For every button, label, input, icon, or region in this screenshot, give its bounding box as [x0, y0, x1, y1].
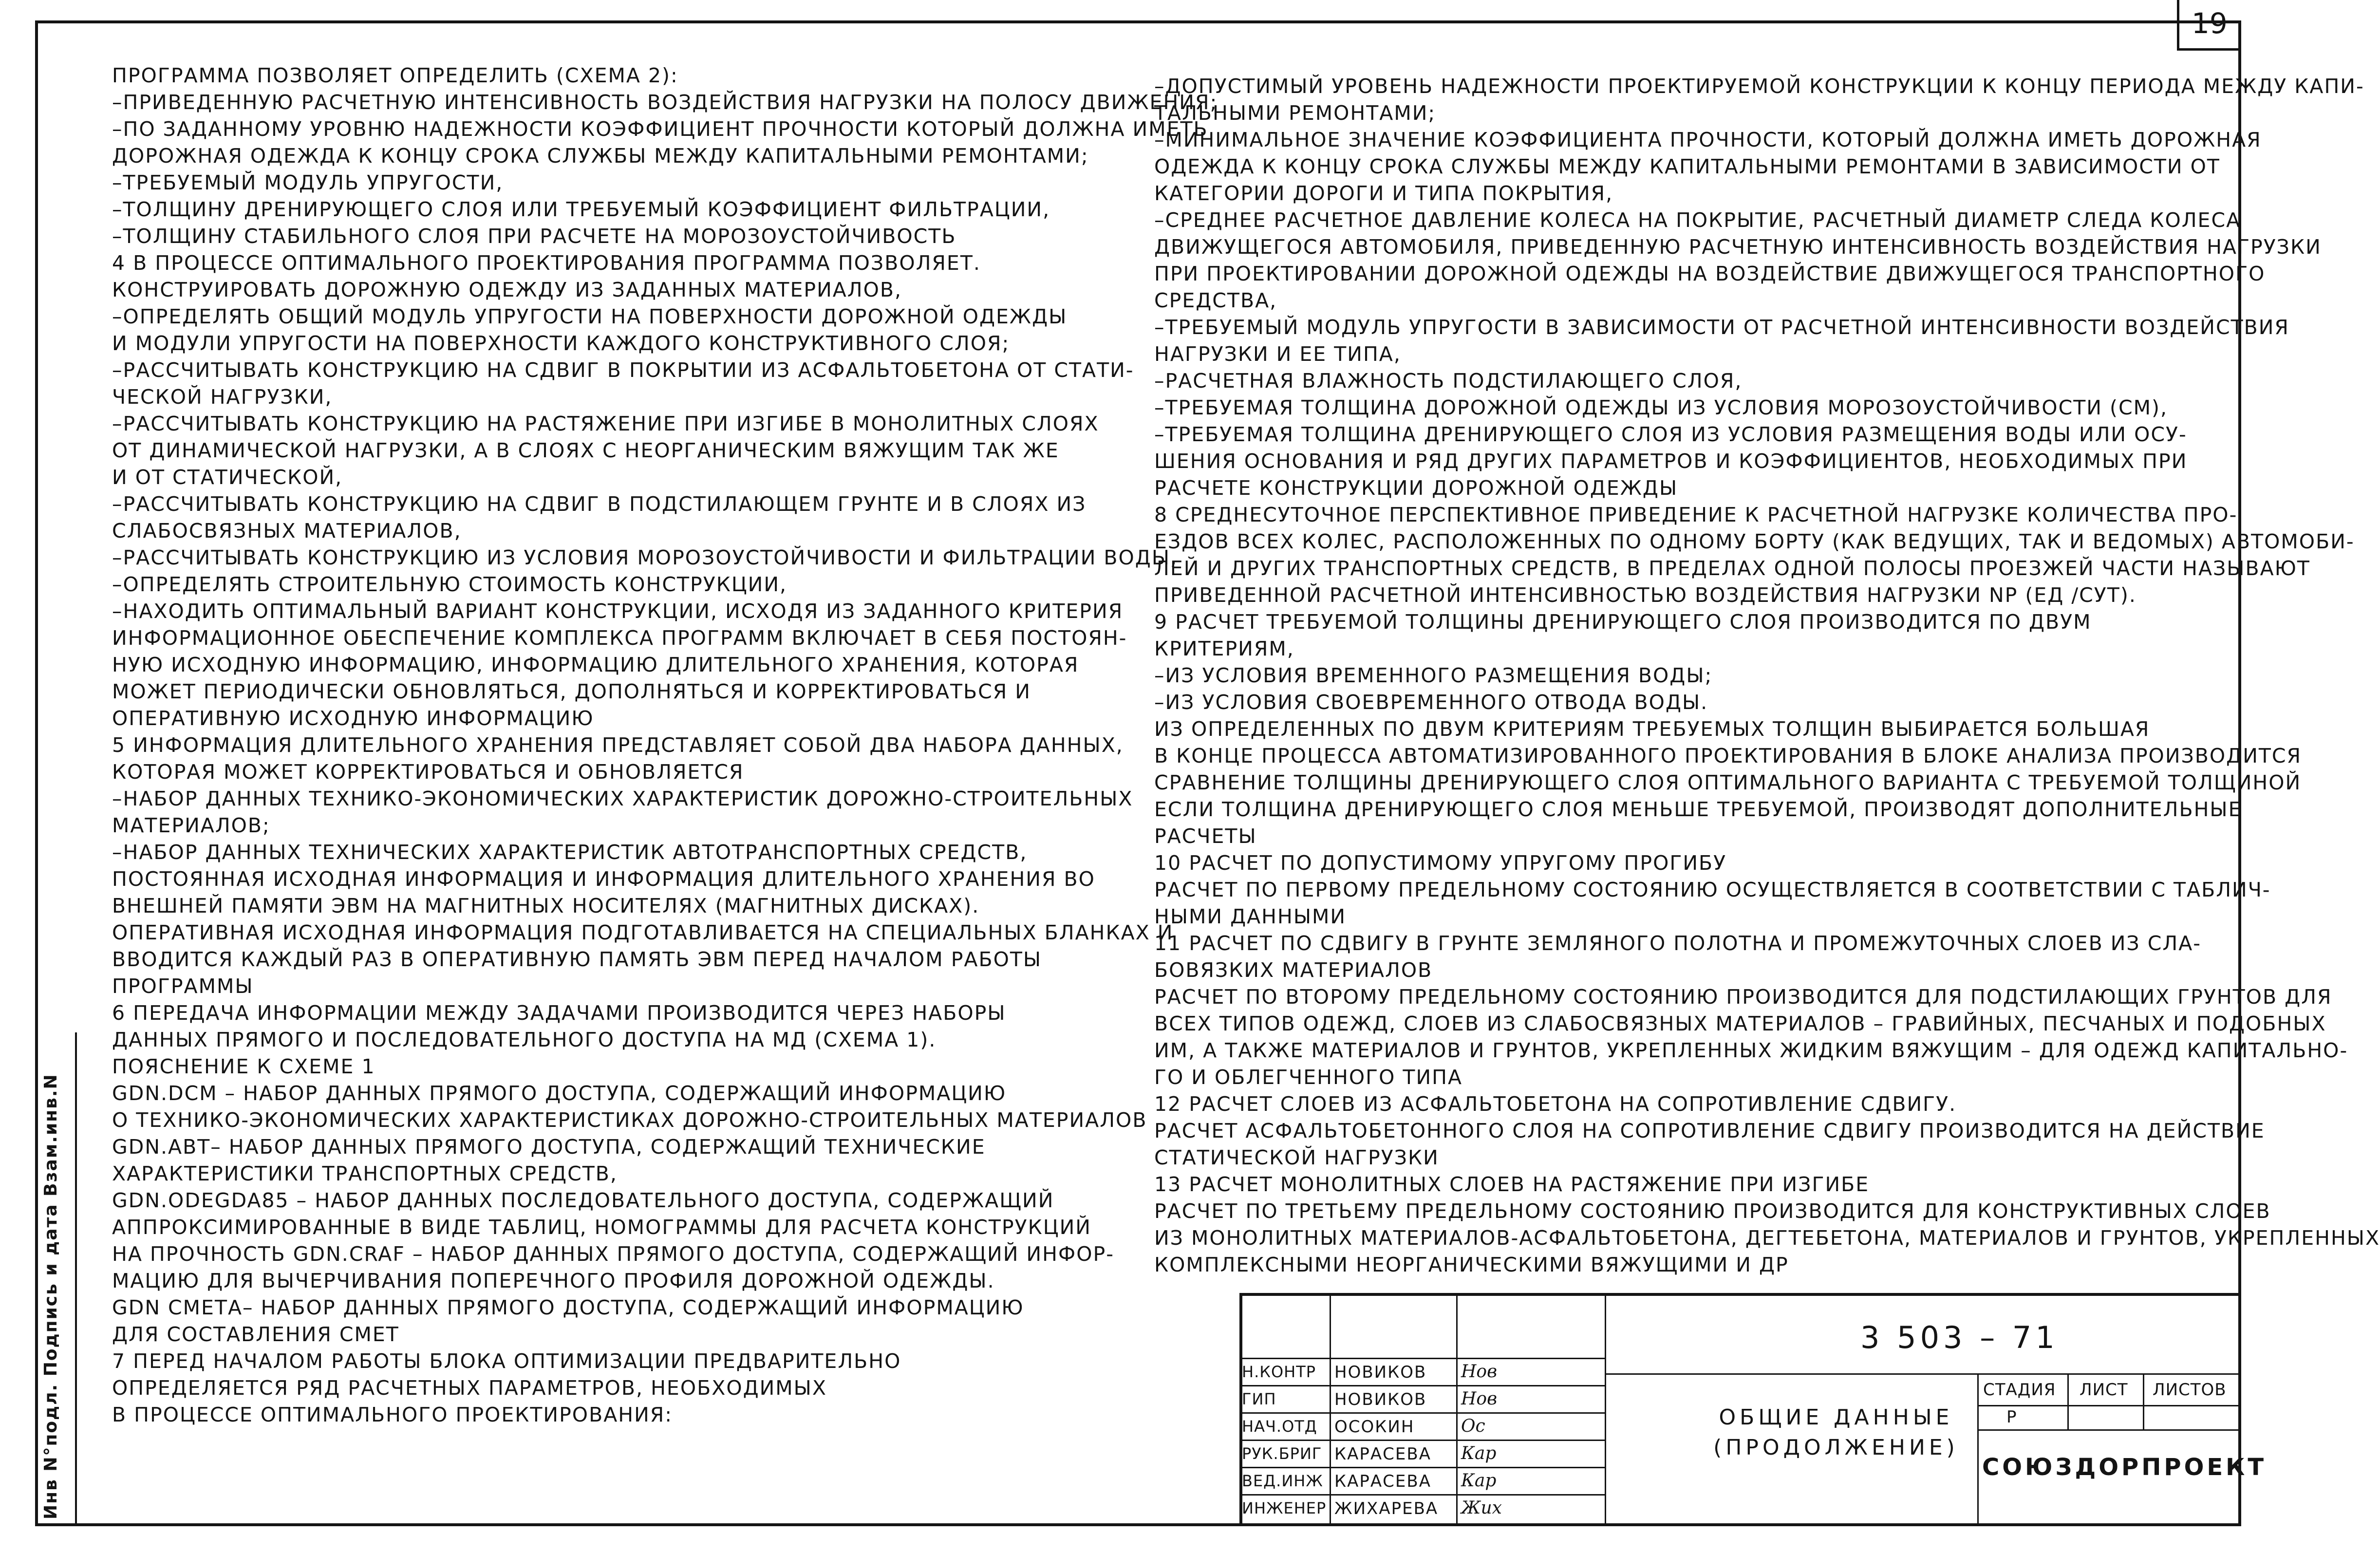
text-line: –НАБОР ДАННЫХ ТЕХНИКО-ЭКОНОМИЧЕСКИХ ХАРАКТЕРИСТИК ДОРОЖНО-СТРОИТЕЛЬНЫХ	[112, 787, 1133, 810]
text-line: –ОПРЕДЕЛЯТЬ ОБЩИЙ МОДУЛЬ УПРУГОСТИ НА ПОВЕРХНОСТИ ДОРОЖНОЙ ОДЕЖДЫ	[112, 305, 1068, 328]
text-line: ЕЗДОВ ВСЕХ КОЛЕС, РАСПОЛОЖЕННЫХ ПО ОДНОМУ БОРТУ (КАК ВЕДУЩИХ, ТАК И ВЕДОМЫХ) АВТОМОБИ-	[1154, 530, 2355, 553]
text-line: GDN.ODEGDA85 – НАБОР ДАННЫХ ПОСЛЕДОВАТЕЛЬНОГО ДОСТУПА, СОДЕРЖАЩИЙ	[112, 1189, 1054, 1212]
signatory-row-divider	[1239, 1440, 1605, 1441]
signature: Кар	[1461, 1471, 1497, 1491]
text-line: НА ПРОЧНОСТЬ GDN.CRAF – НАБОР ДАННЫХ ПРЯМОГО ДОСТУПА, СОДЕРЖАЩИЙ ИНФОР-	[112, 1242, 1115, 1266]
text-line: МАТЕРИАЛОВ;	[112, 814, 270, 837]
text-line: КАТЕГОРИИ ДОРОГИ И ТИПА ПОКРЫТИЯ,	[1154, 182, 1613, 205]
title-block-divider	[1977, 1373, 1979, 1526]
text-line: 9 РАСЧЕТ ТРЕБУЕМОЙ ТОЛЩИНЫ ДРЕНИРУЮЩЕГО СЛОЯ ПРОИЗВОДИТСЯ ПО ДВУМ	[1154, 610, 2092, 634]
signatory-name: НОВИКОВ	[1334, 1363, 1427, 1382]
text-line: –ДОПУСТИМЫЙ УРОВЕНЬ НАДЕЖНОСТИ ПРОЕКТИРУЕМОЙ КОНСТРУКЦИИ К КОНЦУ ПЕРИОДА МЕЖДУ КАПИ-	[1154, 75, 2364, 98]
text-line: РАСЧЕТЫ	[1154, 824, 1257, 848]
title-block-divider	[2067, 1373, 2069, 1429]
text-line: ДОРОЖНАЯ ОДЕЖДА К КОНЦУ СРОКА СЛУЖБЫ МЕЖДУ КАПИТАЛЬНЫМИ РЕМОНТАМИ;	[112, 144, 1089, 168]
signatory-role: ГИП	[1242, 1390, 1276, 1408]
title-block-divider	[1977, 1405, 2241, 1406]
text-line: –РАСЧЕТНАЯ ВЛАЖНОСТЬ ПОДСТИЛАЮЩЕГО СЛОЯ,	[1154, 369, 1743, 393]
signatory-row-divider	[1239, 1494, 1605, 1496]
text-line: 4 В ПРОЦЕССЕ ОПТИМАЛЬНОГО ПРОЕКТИРОВАНИЯ ПРОГРАММА ПОЗВОЛЯЕТ.	[112, 251, 981, 275]
text-line: –РАССЧИТЫВАТЬ КОНСТРУКЦИЮ НА СДВИГ В ПОДСТИЛАЮЩЕМ ГРУНТЕ И В СЛОЯХ ИЗ	[112, 492, 1087, 516]
text-line: ПОЯСНЕНИЕ К СХЕМЕ 1	[112, 1055, 375, 1078]
text-line: МАЦИЮ ДЛЯ ВЫЧЕРЧИВАНИЯ ПОПЕРЕЧНОГО ПРОФИЛЯ ДОРОЖНОЙ ОДЕЖДЫ.	[112, 1269, 995, 1292]
signatory-name: ОСОКИН	[1334, 1417, 1415, 1437]
sheet-title-line1: ОБЩИЕ ДАННЫЕ	[1719, 1405, 1953, 1430]
title-block-divider	[1977, 1429, 2241, 1431]
text-line: ИНФОРМАЦИОННОЕ ОБЕСПЕЧЕНИЕ КОМПЛЕКСА ПРОГРАММ ВКЛЮЧАЕТ В СЕБЯ ПОСТОЯН-	[112, 626, 1127, 650]
text-line: ЕСЛИ ТОЛЩИНА ДРЕНИРУЮЩЕГО СЛОЯ МЕНЬШЕ ТРЕБУЕМОЙ, ПРОИЗВОДЯТ ДОПОЛНИТЕЛЬНЫЕ	[1154, 798, 2242, 821]
title-block-divider	[1605, 1293, 1606, 1526]
text-line: ОПРЕДЕЛЯЕТСЯ РЯД РАСЧЕТНЫХ ПАРАМЕТРОВ, НЕОБХОДИМЫХ	[112, 1376, 827, 1400]
signature: Жих	[1461, 1498, 1502, 1518]
signatory-role: Н.КОНТР	[1242, 1363, 1316, 1381]
text-line: СТАТИЧЕСКОЙ НАГРУЗКИ	[1154, 1146, 1439, 1169]
text-line: РАСЧЕТ ПО ТРЕТЬЕМУ ПРЕДЕЛЬНОМУ СОСТОЯНИЮ ПРОИЗВОДИТСЯ ДЛЯ КОНСТРУКТИВНЫХ СЛОЕВ	[1154, 1199, 2271, 1223]
text-line: 7 ПЕРЕД НАЧАЛОМ РАБОТЫ БЛОКА ОПТИМИЗАЦИИ ПРЕДВАРИТЕЛЬНО	[112, 1349, 901, 1373]
text-line: –СРЕДНЕЕ РАСЧЕТНОЕ ДАВЛЕНИЕ КОЛЕСА НА ПОКРЫТИЕ, РАСЧЕТНЫЙ ДИАМЕТР СЛЕДА КОЛЕСА	[1154, 208, 2241, 232]
text-line: О ТЕХНИКО-ЭКОНОМИЧЕСКИХ ХАРАКТЕРИСТИКАХ ДОРОЖНО-СТРОИТЕЛЬНЫХ МАТЕРИАЛОВ	[112, 1108, 1147, 1132]
text-line: ДЛЯ СОСТАВЛЕНИЯ СМЕТ	[112, 1323, 399, 1346]
text-line: СРАВНЕНИЕ ТОЛЩИНЫ ДРЕНИРУЮЩЕГО СЛОЯ ОПТИМАЛЬНОГО ВАРИАНТА С ТРЕБУЕМОЙ ТОЛЩИНОЙ	[1154, 771, 2302, 794]
stage-label: СТАДИЯ	[1983, 1380, 2056, 1400]
text-line: КОМПЛЕКСНЫМИ НЕОРГАНИЧЕСКИМИ ВЯЖУЩИМИ И ДР	[1154, 1253, 1789, 1276]
signatory-role: ИНЖЕНЕР	[1242, 1499, 1327, 1517]
text-line: ВНЕШНЕЙ ПАМЯТИ ЭВМ НА МАГНИТНЫХ НОСИТЕЛЯХ (МАГНИТНЫХ ДИСКАХ).	[112, 894, 980, 917]
text-line: ЛЕЙ И ДРУГИХ ТРАНСПОРТНЫХ СРЕДСТВ, В ПРЕДЕЛАХ ОДНОЙ ПОЛОСЫ ПРОЕЗЖЕЙ ЧАСТИ НАЗЫВАЮТ	[1154, 557, 2310, 580]
text-line: ГО И ОБЛЕГЧЕННОГО ТИПА	[1154, 1066, 1462, 1089]
text-line: –ТРЕБУЕМАЯ ТОЛЩИНА ДРЕНИРУЮЩЕГО СЛОЯ ИЗ УСЛОВИЯ РАЗМЕЩЕНИЯ ВОДЫ ИЛИ ОСУ-	[1154, 423, 2187, 446]
text-line: ПРИ ПРОЕКТИРОВАНИИ ДОРОЖНОЙ ОДЕЖДЫ НА ВОЗДЕЙСТВИЕ ДВИЖУЩЕГОСЯ ТРАНСПОРТНОГО	[1154, 262, 2266, 285]
text-line: –ТОЛЩИНУ СТАБИЛЬНОГО СЛОЯ ПРИ РАСЧЕТЕ НА МОРОЗОУСТОЙЧИВОСТЬ	[112, 225, 956, 248]
text-line: ДАННЫХ ПРЯМОГО И ПОСЛЕДОВАТЕЛЬНОГО ДОСТУПА НА МД (СХЕМА 1).	[112, 1028, 937, 1051]
signatory-name: НОВИКОВ	[1334, 1390, 1427, 1409]
sheet-label: ЛИСТ	[2080, 1380, 2128, 1400]
text-line: ПРИВЕДЕННОЙ РАСЧЕТНОЙ ИНТЕНСИВНОСТЬЮ ВОЗДЕЙСТВИЯ НАГРУЗКИ NP (ЕД /СУТ).	[1154, 583, 2136, 607]
text-line: В КОНЦЕ ПРОЦЕССА АВТОМАТИЗИРОВАННОГО ПРОЕКТИРОВАНИЯ В БЛОКЕ АНАЛИЗА ПРОИЗВОДИТСЯ	[1154, 744, 2302, 767]
text-line: РАСЧЕТ ПО ПЕРВОМУ ПРЕДЕЛЬНОМУ СОСТОЯНИЮ ОСУЩЕСТВЛЯЕТСЯ В СООТВЕТСТВИИ С ТАБЛИЧ-	[1154, 878, 2271, 901]
text-line: ОПЕРАТИВНАЯ ИСХОДНАЯ ИНФОРМАЦИЯ ПОДГОТАВЛИВАЕТСЯ НА СПЕЦИАЛЬНЫХ БЛАНКАХ И	[112, 921, 1174, 944]
text-line: –ТРЕБУЕМЫЙ МОДУЛЬ УПРУГОСТИ В ЗАВИСИМОСТИ ОТ РАСЧЕТНОЙ ИНТЕНСИВНОСТИ ВОЗДЕЙСТВИЯ	[1154, 316, 2289, 339]
sheet-title-line2: (ПРОДОЛЖЕНИЕ)	[1713, 1435, 1959, 1460]
text-line: 5 ИНФОРМАЦИЯ ДЛИТЕЛЬНОГО ХРАНЕНИЯ ПРЕДСТАВЛЯЕТ СОБОЙ ДВА НАБОРА ДАННЫХ,	[112, 733, 1124, 757]
text-line: ПРОГРАММЫ	[112, 974, 254, 998]
signature: Нов	[1461, 1362, 1498, 1382]
text-line: 13 РАСЧЕТ МОНОЛИТНЫХ СЛОЕВ НА РАСТЯЖЕНИЕ ПРИ ИЗГИБЕ	[1154, 1173, 1870, 1196]
signature: Нов	[1461, 1389, 1498, 1409]
text-line: ПРОГРАММА ПОЗВОЛЯЕТ ОПРЕДЕЛИТЬ (СХЕМА 2):	[112, 64, 678, 87]
signatory-role: РУК.БРИГ	[1242, 1444, 1322, 1463]
text-line: –ПРИВЕДЕННУЮ РАСЧЕТНУЮ ИНТЕНСИВНОСТЬ ВОЗДЕЙСТВИЯ НАГРУЗКИ НА ПОЛОСУ ДВИЖЕНИЯ;	[112, 91, 1218, 114]
text-line: РАСЧЕТ ПО ВТОРОМУ ПРЕДЕЛЬНОМУ СОСТОЯНИЮ ПРОИЗВОДИТСЯ ДЛЯ ПОДСТИЛАЮЩИХ ГРУНТОВ ДЛЯ	[1154, 985, 2332, 1009]
text-line: –ТРЕБУЕМЫЙ МОДУЛЬ УПРУГОСТИ,	[112, 171, 504, 194]
signatory-row-divider	[1239, 1385, 1605, 1386]
text-line: –ПО ЗАДАННОМУ УРОВНЮ НАДЕЖНОСТИ КОЭФФИЦИЕНТ ПРОЧНОСТИ КОТОРЫЙ ДОЛЖНА ИМЕТЬ	[112, 117, 1208, 141]
text-line: ВВОДИТСЯ КАЖДЫЙ РАЗ В ОПЕРАТИВНУЮ ПАМЯТЬ ЭВМ ПЕРЕД НАЧАЛОМ РАБОТЫ	[112, 948, 1042, 971]
text-line: НАГРУЗКИ И ЕЕ ТИПА,	[1154, 342, 1401, 366]
text-line: СЛАБОСВЯЗНЫХ МАТЕРИАЛОВ,	[112, 519, 462, 543]
text-line: НЫМИ ДАННЫМИ	[1154, 905, 1347, 928]
text-line: 10 РАСЧЕТ ПО ДОПУСТИМОМУ УПРУГОМУ ПРОГИБУ	[1154, 851, 1727, 875]
text-line: ЧЕСКОЙ НАГРУЗКИ,	[112, 385, 333, 409]
text-line: ВСЕХ ТИПОВ ОДЕЖД, СЛОЕВ ИЗ СЛАБОСВЯЗНЫХ МАТЕРИАЛОВ – ГРАВИЙНЫХ, ПЕСЧАНЫХ И ПОДОБНЫХ	[1154, 1012, 2326, 1035]
text-line: 8 СРЕДНЕСУТОЧНОЕ ПЕРСПЕКТИВНОЕ ПРИВЕДЕНИЕ К РАСЧЕТНОЙ НАГРУЗКЕ КОЛИЧЕСТВА ПРО-	[1154, 503, 2238, 526]
text-line: –ТРЕБУЕМАЯ ТОЛЩИНА ДОРОЖНОЙ ОДЕЖДЫ ИЗ УСЛОВИЯ МОРОЗОУСТОЙЧИВОСТИ (СМ),	[1154, 396, 2168, 419]
signatory-name: КАРАСЕВА	[1334, 1444, 1431, 1464]
text-line: –РАССЧИТЫВАТЬ КОНСТРУКЦИЮ НА СДВИГ В ПОКРЫТИИ ИЗ АСФАЛЬТОБЕТОНА ОТ СТАТИ-	[112, 358, 1134, 382]
text-line: ХАРАКТЕРИСТИКИ ТРАНСПОРТНЫХ СРЕДСТВ,	[112, 1162, 618, 1185]
signatory-row-divider	[1239, 1467, 1605, 1468]
text-line: ИЗ МОНОЛИТНЫХ МАТЕРИАЛОВ-АСФАЛЬТОБЕТОНА, ДЕГТЕБЕТОНА, МАТЕРИАЛОВ И ГРУНТОВ, УКРЕПЛЕННЫХ	[1154, 1226, 2380, 1250]
signature: Кар	[1461, 1443, 1497, 1463]
signatory-name: КАРАСЕВА	[1334, 1472, 1431, 1491]
text-line: –ИЗ УСЛОВИЯ СВОЕВРЕМЕННОГО ОТВОДА ВОДЫ.	[1154, 691, 1708, 714]
sheet-title	[1700, 1403, 1972, 1463]
page-number: 19	[2192, 7, 2228, 40]
text-line: БОВЯЗКИХ МАТЕРИАЛОВ	[1154, 958, 1433, 982]
text-line: 6 ПЕРЕДАЧА ИНФОРМАЦИИ МЕЖДУ ЗАДАЧАМИ ПРОИЗВОДИТСЯ ЧЕРЕЗ НАБОРЫ	[112, 1001, 1006, 1025]
text-line: РАСЧЕТ АСФАЛЬТОБЕТОННОГО СЛОЯ НА СОПРОТИВЛЕНИЕ СДВИГУ ПРОИЗВОДИТСЯ НА ДЕЙСТВИЕ	[1154, 1119, 2265, 1142]
side-stamp-text: Инв N°подл. Подпись и дата Взам.инв.N	[41, 1073, 61, 1519]
text-line: И МОДУЛИ УПРУГОСТИ НА ПОВЕРХНОСТИ КАЖДОГО КОНСТРУКТИВНОГО СЛОЯ;	[112, 332, 1010, 355]
text-line: GDN.ABT– НАБОР ДАННЫХ ПРЯМОГО ДОСТУПА, СОДЕРЖАЩИЙ ТЕХНИЧЕСКИЕ	[112, 1135, 986, 1159]
signatory-role: ВЕД.ИНЖ	[1242, 1472, 1323, 1490]
text-line: АППРОКСИМИРОВАННЫЕ В ВИДЕ ТАБЛИЦ, НОМОГРАММЫ ДЛЯ РАСЧЕТА КОНСТРУКЦИЙ	[112, 1216, 1091, 1239]
signatory-row-divider	[1239, 1358, 1605, 1359]
signatory-name: ЖИХАРЕВА	[1334, 1499, 1439, 1518]
text-line: ОТ ДИНАМИЧЕСКОЙ НАГРУЗКИ, А В СЛОЯХ С НЕОРГАНИЧЕСКИМ ВЯЖУЩИМ ТАК ЖЕ	[112, 439, 1059, 462]
text-line: ИЗ ОПРЕДЕЛЕННЫХ ПО ДВУМ КРИТЕРИЯМ ТРЕБУЕМЫХ ТОЛЩИН ВЫБИРАЕТСЯ БОЛЬШАЯ	[1154, 717, 2150, 741]
signature: Ос	[1461, 1416, 1485, 1436]
title-block-divider	[1330, 1293, 1331, 1526]
text-line: РАСЧЕТЕ КОНСТРУКЦИИ ДОРОЖНОЙ ОДЕЖДЫ	[1154, 476, 1678, 500]
text-line: –МИНИМАЛЬНОЕ ЗНАЧЕНИЕ КОЭФФИЦИЕНТА ПРОЧНОСТИ, КОТОРЫЙ ДОЛЖНА ИМЕТЬ ДОРОЖНАЯ	[1154, 128, 2262, 151]
organization-name: СОЮЗДОРПРОЕКТ	[1982, 1454, 2267, 1481]
title-block-divider	[1605, 1373, 2241, 1375]
text-line: –ИЗ УСЛОВИЯ ВРЕМЕННОГО РАЗМЕЩЕНИЯ ВОДЫ;	[1154, 664, 1713, 687]
text-line: ОПЕРАТИВНУЮ ИСХОДНУЮ ИНФОРМАЦИЮ	[112, 707, 594, 730]
signatory-row-divider	[1239, 1412, 1605, 1414]
text-line: –РАССЧИТЫВАТЬ КОНСТРУКЦИЮ ИЗ УСЛОВИЯ МОРОЗОУСТОЙЧИВОСТИ И ФИЛЬТРАЦИИ ВОДЫ,	[112, 546, 1178, 569]
sheets-label: ЛИСТОВ	[2153, 1380, 2227, 1400]
text-line: ШЕНИЯ ОСНОВАНИЯ И РЯД ДРУГИХ ПАРАМЕТРОВ И КОЭФФИЦИЕНТОВ, НЕОБХОДИМЫХ ПРИ	[1154, 449, 2188, 473]
title-block-divider	[1456, 1293, 1458, 1526]
text-line: GDN.DCM – НАБОР ДАННЫХ ПРЯМОГО ДОСТУПА, СОДЕРЖАЩИЙ ИНФОРМАЦИЮ	[112, 1082, 1007, 1105]
text-line: МОЖЕТ ПЕРИОДИЧЕСКИ ОБНОВЛЯТЬСЯ, ДОПОЛНЯТЬСЯ И КОРРЕКТИРОВАТЬСЯ И	[112, 680, 1031, 703]
text-line: –ТОЛЩИНУ ДРЕНИРУЮЩЕГО СЛОЯ ИЛИ ТРЕБУЕМЫЙ КОЭФФИЦИЕНТ ФИЛЬТРАЦИИ,	[112, 198, 1050, 221]
text-line: И ОТ СТАТИЧЕСКОЙ,	[112, 466, 343, 489]
text-line: GDN СМЕТА– НАБОР ДАННЫХ ПРЯМОГО ДОСТУПА, СОДЕРЖАЩИЙ ИНФОРМАЦИЮ	[112, 1296, 1024, 1319]
text-line: СРЕДСТВА,	[1154, 289, 1277, 312]
text-line: 12 РАСЧЕТ СЛОЕВ ИЗ АСФАЛЬТОБЕТОНА НА СОПРОТИВЛЕНИЕ СДВИГУ.	[1154, 1092, 1957, 1116]
text-line: –ОПРЕДЕЛЯТЬ СТРОИТЕЛЬНУЮ СТОИМОСТЬ КОНСТРУКЦИИ,	[112, 573, 787, 596]
text-line: КРИТЕРИЯМ,	[1154, 637, 1294, 660]
stage-value: Р	[2006, 1407, 2017, 1427]
text-line: ДВИЖУЩЕГОСЯ АВТОМОБИЛЯ, ПРИВЕДЕННУЮ РАСЧЕТНУЮ ИНТЕНСИВНОСТЬ ВОЗДЕЙСТВИЯ НАГРУЗКИ	[1154, 235, 2322, 259]
text-line: 11 РАСЧЕТ ПО СДВИГУ В ГРУНТЕ ЗЕМЛЯНОГО ПОЛОТНА И ПРОМЕЖУТОЧНЫХ СЛОЕВ ИЗ СЛА-	[1154, 932, 2202, 955]
title-block-divider	[2143, 1373, 2144, 1429]
right-text-column	[1154, 73, 2380, 1278]
signatory-role: НАЧ.ОТД	[1242, 1417, 1317, 1436]
text-line: ОДЕЖДА К КОНЦУ СРОКА СЛУЖБЫ МЕЖДУ КАПИТАЛЬНЫМИ РЕМОНТАМИ В ЗАВИСИМОСТИ ОТ	[1154, 155, 2220, 178]
text-line: –НАБОР ДАННЫХ ТЕХНИЧЕСКИХ ХАРАКТЕРИСТИК АВТОТРАНСПОРТНЫХ СРЕДСТВ,	[112, 841, 1028, 864]
document-code: 3 503 – 71	[1860, 1320, 2059, 1355]
text-line: ИМ, А ТАКЖЕ МАТЕРИАЛОВ И ГРУНТОВ, УКРЕПЛЕННЫХ ЖИДКИМ ВЯЖУЩИМ – ДЛЯ ОДЕЖД КАПИТАЛЬНО-	[1154, 1039, 2348, 1062]
text-line: ПОСТОЯННАЯ ИСХОДНАЯ ИНФОРМАЦИЯ И ИНФОРМАЦИЯ ДЛИТЕЛЬНОГО ХРАНЕНИЯ ВО	[112, 867, 1095, 891]
text-line: ТАЛЬНЫМИ РЕМОНТАМИ;	[1154, 101, 1436, 125]
text-line: НУЮ ИСХОДНУЮ ИНФОРМАЦИЮ, ИНФОРМАЦИЮ ДЛИТЕЛЬНОГО ХРАНЕНИЯ, КОТОРАЯ	[112, 653, 1079, 676]
text-line: –НАХОДИТЬ ОПТИМАЛЬНЫЙ ВАРИАНТ КОНСТРУКЦИИ, ИСХОДЯ ИЗ ЗАДАННОГО КРИТЕРИЯ	[112, 599, 1124, 623]
text-line: –РАССЧИТЫВАТЬ КОНСТРУКЦИЮ НА РАСТЯЖЕНИЕ ПРИ ИЗГИБЕ В МОНОЛИТНЫХ СЛОЯХ	[112, 412, 1099, 435]
text-line: КОНСТРУИРОВАТЬ ДОРОЖНУЮ ОДЕЖДУ ИЗ ЗАДАННЫХ МАТЕРИАЛОВ,	[112, 278, 902, 301]
text-line: В ПРОЦЕССЕ ОПТИМАЛЬНОГО ПРОЕКТИРОВАНИЯ:	[112, 1403, 673, 1426]
text-line: КОТОРАЯ МОЖЕТ КОРРЕКТИРОВАТЬСЯ И ОБНОВЛЯЕТСЯ	[112, 760, 744, 784]
